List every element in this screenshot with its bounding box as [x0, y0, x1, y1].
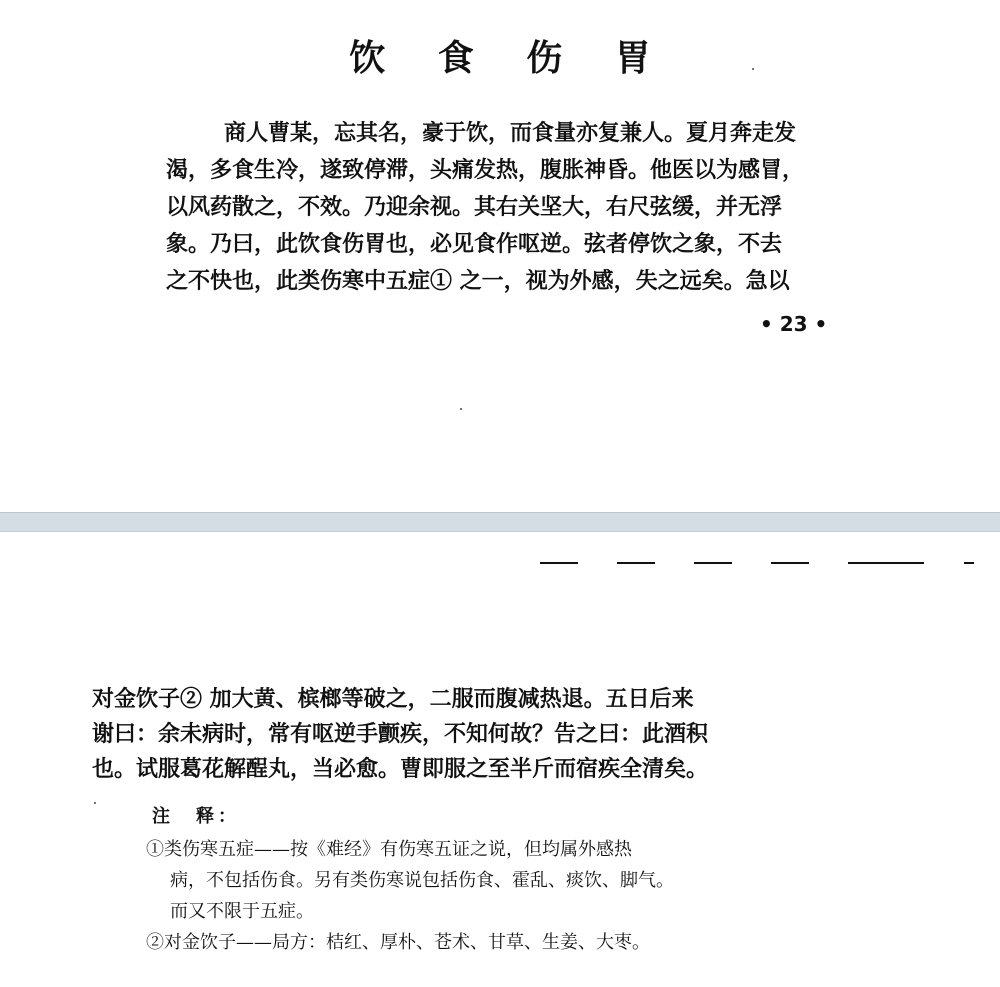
- scan-speck: [752, 68, 754, 70]
- text-line: 对金饮子② 加大黄、槟榔等破之，二服而腹减热退。五日后来: [92, 686, 694, 712]
- bottom-page: [0, 532, 1000, 987]
- note-line: ①类伤寒五症——按《难经》有伤寒五证之说，但均属外感热: [146, 839, 632, 860]
- page-number: • 23 •: [760, 312, 828, 336]
- header-rule: [694, 562, 732, 564]
- header-rule: [617, 562, 655, 564]
- notes-heading: 注 释：: [152, 806, 240, 827]
- text-line: 渴，多食生冷，遂致停滞，头痛发热，腹胀神昏。他医以为感冒，: [166, 157, 805, 183]
- text-line: 商人曹某，忘其名，豪于饮，而食量亦复兼人。夏月奔走发: [224, 120, 797, 146]
- body-paragraph-top: [166, 115, 892, 300]
- text-line: 也。试服葛花解酲丸，当必愈。曹即服之至半斤而宿疾全清矣。: [92, 756, 709, 782]
- header-rule: [540, 562, 578, 564]
- scan-speck: [460, 408, 462, 410]
- notes-list: [146, 834, 836, 958]
- note-line: ②对金饮子——局方：桔红、厚朴、苍术、甘草、生姜、大枣。: [146, 932, 650, 953]
- text-line: 象。乃曰，此饮食伤胃也，必见食作呕逆。弦者停饮之象，不去: [166, 231, 783, 257]
- header-rule: [848, 562, 924, 564]
- page-divider: [0, 512, 1000, 532]
- text-line: 以风药散之，不效。乃迎余视。其右关坚大，右尺弦缓，并无浮: [166, 194, 783, 220]
- body-paragraph-bottom: [92, 682, 832, 787]
- text-line: 之不快也，此类伤寒中五症① 之一，视为外感，失之远矣。急以: [166, 268, 790, 294]
- page-title: 饮 食 伤 胃: [349, 37, 671, 79]
- note-line: 病，不包括伤食。另有类伤寒说包括伤食、霍乱、痰饮、脚气。: [170, 870, 674, 891]
- header-rule: [964, 562, 974, 564]
- text-line: 谢曰：余未病时，常有呕逆手颤疾，不知何故？告之曰：此酒积: [92, 721, 709, 747]
- note-line: 而又不限于五症。: [170, 901, 314, 922]
- scan-speck: [94, 802, 96, 804]
- header-rule: [771, 562, 809, 564]
